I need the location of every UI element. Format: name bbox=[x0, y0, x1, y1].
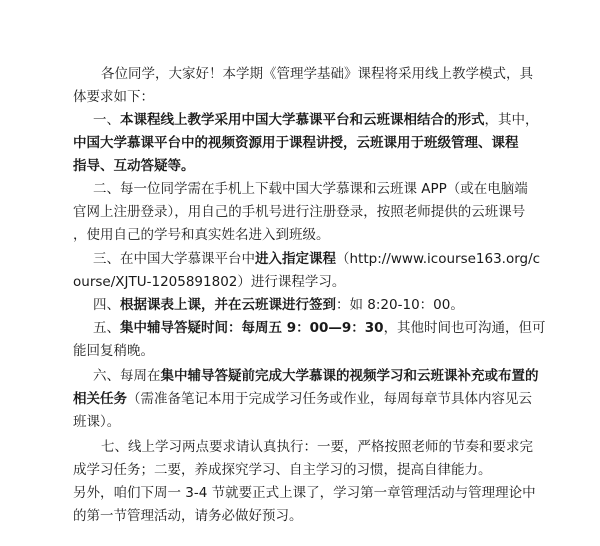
item-6-bold-1: 集中辅导答疑前完成大学慕课的视频学习和云班课补充或布置的 bbox=[160, 368, 539, 384]
item-3-line-2: ourse/XJTU-1205891802）进行课程学习。 bbox=[73, 274, 346, 290]
item-7-line-1: 七、线上学习两点要求请认真执行：一要，严格按照老师的节奏和要求完 bbox=[101, 439, 533, 455]
footer-line-1: 另外，咱们下周一 3-4 节就要正式上课了，学习第一章管理活动与管理理论中 bbox=[73, 485, 536, 501]
item-4-prefix: 四、 bbox=[93, 297, 120, 313]
item-5-line-1 bbox=[93, 318, 546, 338]
item-4-bold: 根据课表上课，并在云班课进行签到 bbox=[120, 297, 336, 313]
item-4-line-1 bbox=[93, 295, 464, 315]
item-3-tail: （http://www.icourse163.org/c bbox=[336, 251, 541, 267]
item-1-bold-3: 指导、互动答疑等。 bbox=[73, 158, 195, 174]
item-7-line-2: 成学习任务；二要，养成探究学习、自主学习的习惯，提高自律能力。 bbox=[73, 462, 492, 478]
item-3-line-1 bbox=[93, 249, 540, 269]
item-3-bold: 进入指定课程 bbox=[255, 251, 336, 267]
item-1-prefix: 一、 bbox=[93, 112, 120, 128]
item-5-bold: 集中辅导答疑时间：每周五 9：00—9：30 bbox=[120, 320, 384, 336]
footer-line-2: 的第一节管理活动，请务必做好预习。 bbox=[73, 508, 303, 524]
item-3-prefix: 三、在中国大学慕课平台中 bbox=[93, 251, 255, 267]
item-5-tail: ，其他时间也可沟通，但可 bbox=[383, 320, 546, 336]
item-1-line-1 bbox=[93, 110, 539, 130]
greeting-line-2: 体要求如下： bbox=[73, 89, 154, 105]
item-6-prefix: 六、每周在 bbox=[93, 368, 161, 384]
item-2-line-2: 官网上注册登录），用自己的手机号进行注册登录，按照老师提供的云班课号 bbox=[73, 204, 526, 220]
item-1-bold-1: 本课程线上教学采用中国大学慕课平台和云班课相结合的形式 bbox=[120, 112, 485, 128]
item-5-line-2: 能回复稍晚。 bbox=[73, 343, 154, 359]
item-1-tail-1: ，其中， bbox=[484, 112, 539, 128]
item-1-bold-2: 中国大学慕课平台中的视频资源用于课程讲授，云班课用于班级管理、课程 bbox=[73, 135, 519, 151]
greeting-line-1: 各位同学，大家好！本学期《管理学基础》课程将采用线上教学模式，具 bbox=[101, 66, 533, 82]
item-6-bold-2: 相关任务 bbox=[73, 391, 127, 407]
item-4-tail: ：如 8:20-10：00。 bbox=[336, 297, 464, 313]
item-5-prefix: 五、 bbox=[93, 320, 120, 336]
item-6-line-3: 班课）。 bbox=[73, 414, 121, 430]
item-6-line-1 bbox=[93, 366, 539, 386]
item-6-tail: （需准备笔记本用于完成学习任务或作业，每周每章节具体内容见云 bbox=[127, 391, 532, 407]
item-6-line-2 bbox=[73, 389, 532, 409]
item-2-line-3: ，使用自己的学号和真实姓名进入到班级。 bbox=[73, 227, 330, 243]
item-2-line-1: 二、每一位同学需在手机上下载中国大学慕课和云班课 APP（或在电脑端 bbox=[93, 181, 528, 197]
